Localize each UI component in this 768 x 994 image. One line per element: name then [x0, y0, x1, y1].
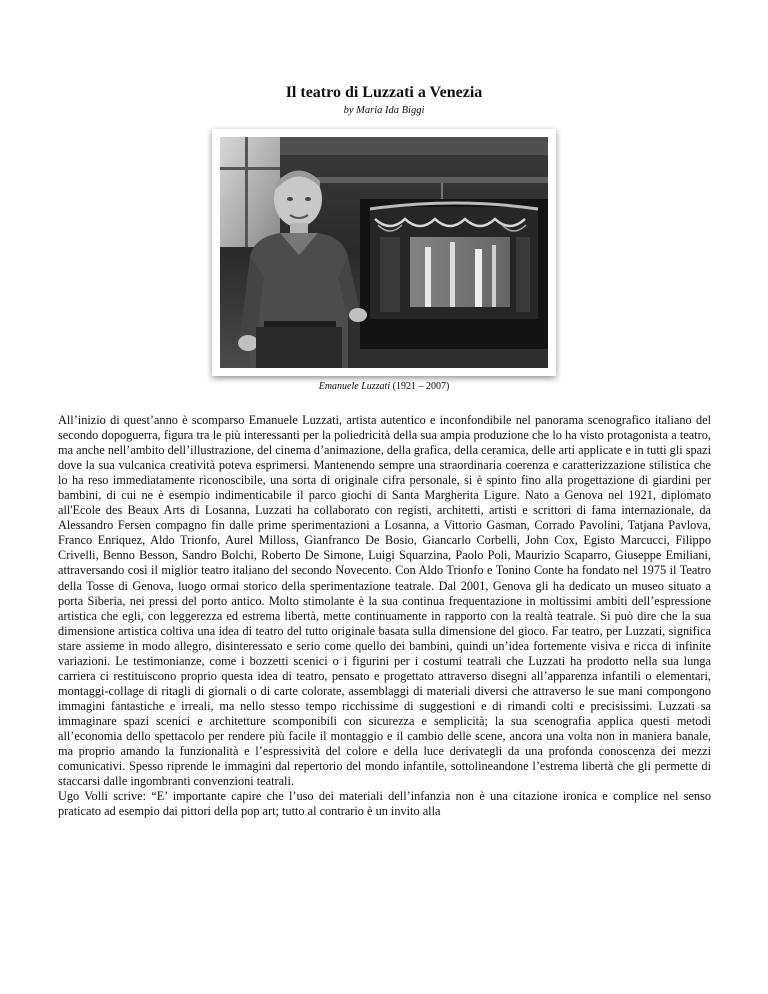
photo-caption: [0, 380, 768, 393]
caption-years: (1921 – 2007): [390, 381, 450, 392]
caption-name: Emanuele Luzzati: [318, 381, 391, 392]
body-paragraph: Ugo Volli scrive: “E’ importante capire che l’uso dei materiali dell’infanzia non è una citazione ironica e complice nel senso praticato ad esempio dai pittori della pop art; tutto al contrario è un invito alla: [58, 789, 711, 819]
photo-image: [220, 137, 548, 368]
article-title: Il teatro di Luzzati a Venezia: [285, 84, 483, 101]
body-paragraph: All’inizio di quest’anno è scomparso Emanuele Luzzati, artista autentico e inconfondibile nel panorama scenografico italiano del secondo dopoguerra, figura tra le più interessanti per la poliedricità della sua ampia produzione che lo ha visto protagonista a teatro, ma anche nell’ambito dell’illustrazione, del cinema d’animazione, della grafica, della ceramica, delle arti applicate e in tutti gli spazi dove la sua vulcanica creatività poteva esprimersi. Mantenendo sempre una straordinaria coerenza e caratterizzazione stilistica che lo ha reso immediatamente riconoscibile, una sorta di originale cifra personale, si è spinto fino alla progettazione di giardini per bambini, di cui ne è esempio indimenticabile il parco giochi di Santa Margherita Ligure. Nato a Genova nel 1921, diplomato all'Ecole des Beaux Arts di Losanna, Luzzati ha collaborato con registi, architetti, artisti e scrittori di fama internazionale, da Alessandro Fersen compagno fin dalle prime sperimentazioni a Losanna, a Vittorio Gasman, Corrado Pavolini, Tatjana Pavlova, Franco Enriquez, Aldo Trionfo, Aurel Milloss, Gianfranco De Bosio, Giancarlo Corbelli, John Cox, Egisto Marcucci, Filippo Crivelli, Benno Besson, Sandro Bolchi, Roberto De Simone, Luigi Squarzina, Paolo Poli, Maurizio Scaparro, Giuseppe Emiliani, attraversando così il miglior teatro italiano del secondo Novecento. Con Aldo Trionfo e Tonino Conte ha fondato nel 1975 il Teatro della Tosse di Genova, luogo ormai storico della sperimentazione teatrale. Dal 2001, Genova gli ha dedicato un museo situato a porta Siberia, nei pressi del porto antico. Molto stimolante è la sua continua frequentazione in moltissimi ambiti dell’espressione artistica che egli, con leggerezza ed estrema libertà, mette continuamente in rapporto con la realtà teatrale. Si può dire che la sua dimensione artistica coltiva una idea di teatro del tutto originale basata sulla dimensione del gioco. Far teatro, per Luzzati, significa stare assieme in modo allegro, disinteressato e serio come quello dei bambini, quindi un’idea fortemente visiva e ricca di infinite variazioni. Le testimonianze, come i bozzetti scenici o i figurini per i costumi teatrali che Luzzati ha prodotto nella sua lunga carriera ci restituiscono proprio questa idea di teatro, pensato e progettato attraverso disegni all’apparenza infantili o elementari, montaggi-collage di ritagli di giornali o di carte colorate, assemblaggi di materiali diversi che attraverso le sue mani compongono immagini fantastiche e irreali, ma nello stesso tempo ricchissime di suggestioni e di rimandi colti e precisissimi. Luzzati sa immaginare spazi scenici e architetture scomponibili con sicurezza e semplicità; la sua scenografia applica questi metodi all’economia dello spettacolo per rendere più facile il montaggio e il cambio delle scene, ancora una volta non in maniera banale, ma proprio amando la funzionalità e l’espressività del colore e della luce derivategli da una profonda conoscenza dei mezzi comunicativi. Spesso riprende le immagini dal repertorio del mondo infantile, sottolineandone l’estrema libertà che gli permette di staccarsi dalle ingombranti convenzioni teatrali.: [58, 413, 711, 789]
article-byline: by Maria Ida Biggi: [343, 105, 425, 116]
portrait-photo: [212, 129, 556, 376]
article-body: [58, 413, 711, 819]
